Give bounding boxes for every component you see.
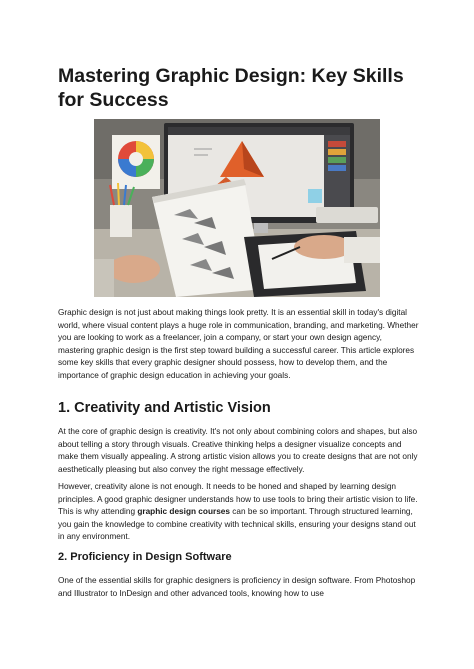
creativity-paragraph-2 [58, 481, 420, 544]
software-paragraph-1: One of the essential skills for graphic designers is proficiency in design software. From Photoshop and Illustrator to InDesign and other advanced tools, knowing how to use [58, 576, 416, 598]
paragraph-text: However, creativity alone is not enough. It needs to be honed and shaped by learning design principles. A good graphic designer understands how to use tools to bring their artistic vision to life. This is why attending [58, 482, 418, 517]
paragraph-text: can be so important. Through structured learning, you gain the knowledge to combine creativity with technical skills, ensuring your designs stand out in any environment. [58, 507, 416, 542]
creativity-paragraph-1: At the core of graphic design is creativity. It's not only about combining colors and shapes, but also about telling a story through visuals. Creative thinking helps a designer visualize concepts and make them visually appealing. A strong artistic vision allows you to create designs that are not only aesthetically pleasing but also convey the right message effectively. [58, 427, 418, 474]
hero-image [94, 119, 380, 297]
intro-paragraph: Graphic design is not just about making things look pretty. It is an essential skill in today's digital world, where visual content plays a huge role in communication, branding, and marketing. Whether you are looking to work as a freelancer, join a company, or start your own design agency, mastering graphic design is the first step toward building a successful career. This article explores some key skills that every graphic designer should possess, how to develop them, and the importance of graphic design education in achieving your goals. [58, 308, 419, 380]
section-heading-creativity: 1. Creativity and Artistic Vision [58, 400, 271, 416]
section-heading-software: 2. Proficiency in Design Software [58, 551, 232, 563]
page-title: Mastering Graphic Design: Key Skills for Success [58, 65, 404, 111]
courses-bold-text: graphic design courses [137, 507, 230, 517]
designer-workspace-icon [94, 119, 380, 297]
